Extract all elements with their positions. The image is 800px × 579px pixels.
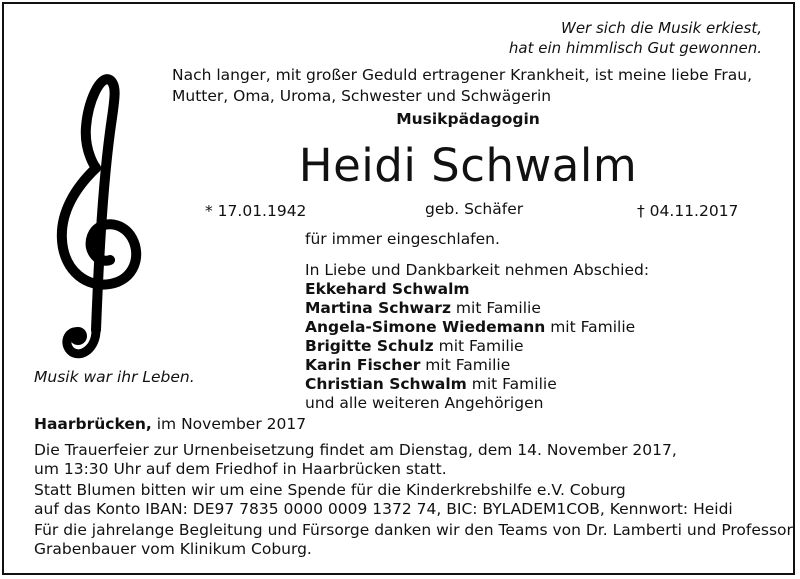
date-text: im November 2017 xyxy=(151,415,307,433)
funeral-line-1: Die Trauerfeier zur Urnenbeisetzung findet am Dienstag, dem 14. November 2017, xyxy=(34,441,677,459)
intro-line-1: Nach langer, mit großer Geduld ertragener Krankheit, ist meine liebe Frau, xyxy=(172,66,753,84)
place-name: Haarbrücken, xyxy=(34,415,152,433)
mourner-1 xyxy=(305,280,470,299)
donation-line-2: auf das Konto IBAN: DE97 7835 0000 0009 1372 74, BIC: BYLADEM1COB, Kennwort: Heidi xyxy=(34,500,733,518)
mourner-6 xyxy=(305,375,557,394)
clef-caption: Musik war ihr Leben. xyxy=(34,368,195,386)
birth-date: * 17.01.1942 xyxy=(205,202,307,220)
farewell-intro: In Liebe und Dankbarkeit nehmen Abschied: xyxy=(305,261,650,279)
mourner-suffix: mit Familie xyxy=(433,337,524,355)
place-date xyxy=(34,415,306,434)
mourner-name: Brigitte Schulz xyxy=(305,337,434,355)
mourner-suffix: mit Familie xyxy=(466,375,557,393)
intro-line-2: Mutter, Oma, Uroma, Schwester und Schwägerin xyxy=(172,87,552,105)
mourner-suffix: mit Familie xyxy=(420,356,511,374)
mourner-suffix: mit Familie xyxy=(545,318,636,336)
mourner-5 xyxy=(305,356,510,375)
mourner-name: Christian Schwalm xyxy=(305,375,467,393)
mourner-name: Martina Schwarz xyxy=(305,299,451,317)
profession-title: Musikpädagogin xyxy=(396,110,540,128)
mourner-2 xyxy=(305,299,541,318)
mourner-3 xyxy=(305,318,635,337)
passed-line: für immer eingeschlafen. xyxy=(305,230,500,248)
maiden-name: geb. Schäfer xyxy=(425,200,524,218)
donation-line-1: Statt Blumen bitten wir um eine Spende für die Kinderkrebshilfe e.V. Coburg xyxy=(34,481,626,499)
mourner-suffix: mit Familie xyxy=(450,299,541,317)
motto-line-2: hat ein himmlisch Gut gewonnen. xyxy=(508,39,762,57)
funeral-line-2: um 13:30 Uhr auf dem Friedhof in Haarbrücken statt. xyxy=(34,460,447,478)
mourner-name: Ekkehard Schwalm xyxy=(305,280,470,298)
thanks-line-2: Grabenbauer vom Klinikum Coburg. xyxy=(34,540,312,558)
death-date: † 04.11.2017 xyxy=(637,202,739,220)
treble-clef-icon xyxy=(52,72,142,366)
thanks-line-1: Für die jahrelange Begleitung und Fürsorge danken wir den Teams von Dr. Lamberti und Professor xyxy=(34,521,793,539)
other-relatives: und alle weiteren Angehörigen xyxy=(305,394,544,412)
deceased-name: Heidi Schwalm xyxy=(298,139,638,192)
mourner-4 xyxy=(305,337,524,356)
motto-line-1: Wer sich die Musik erkiest, xyxy=(560,19,762,37)
mourner-name: Angela-Simone Wiedemann xyxy=(305,318,546,336)
mourner-name: Karin Fischer xyxy=(305,356,421,374)
